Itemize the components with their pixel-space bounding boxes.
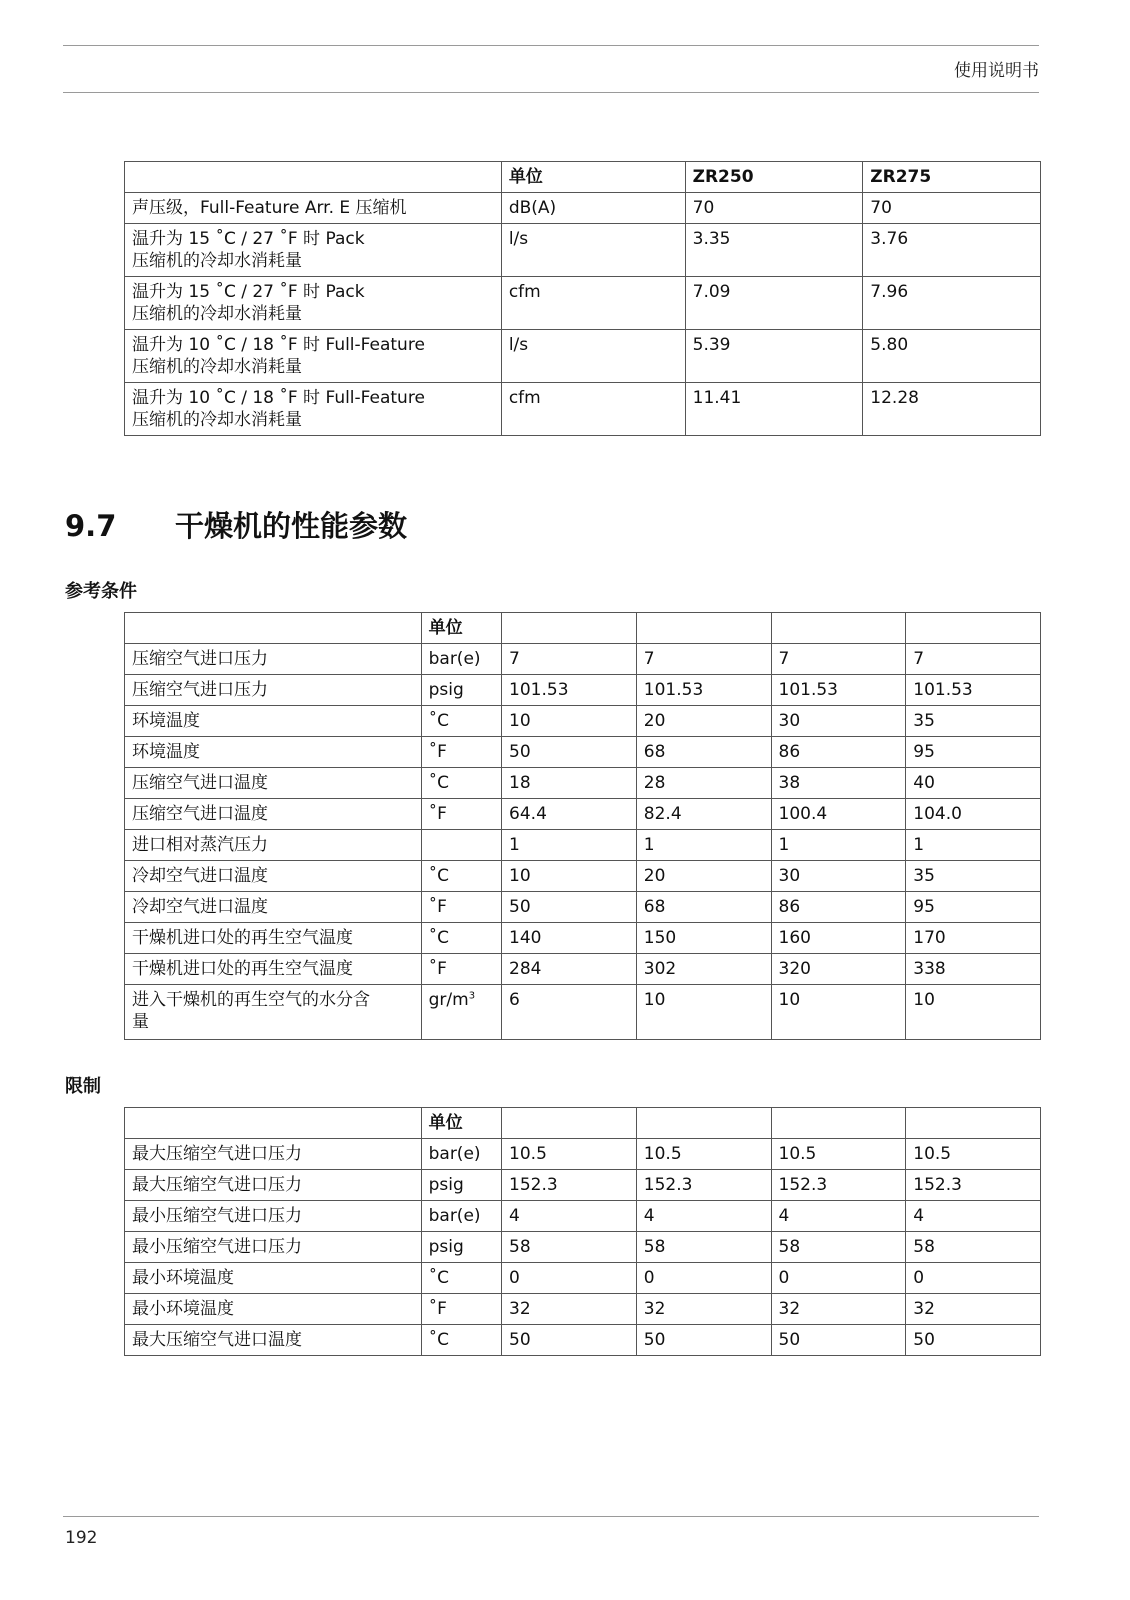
row-value: 1: [771, 830, 906, 861]
header-rule-top: [63, 45, 1039, 46]
row-value: 101.53: [502, 675, 637, 706]
row-value: 20: [636, 706, 771, 737]
row-label: 环境温度: [125, 737, 422, 768]
row-label: 最小压缩空气进口压力: [125, 1232, 422, 1263]
row-value: 7: [771, 644, 906, 675]
table-header-cell: [502, 613, 637, 644]
row-value: 32: [906, 1294, 1041, 1325]
row-value: 6: [502, 985, 637, 1040]
row-value: 101.53: [771, 675, 906, 706]
page-number: 192: [65, 1528, 98, 1548]
row-value: 10.5: [502, 1139, 637, 1170]
table-row: [125, 1170, 1041, 1201]
row-value: 104.0: [906, 799, 1041, 830]
row-value: 50: [502, 1325, 637, 1356]
table-header-cell: ZR250: [685, 162, 863, 193]
row-value: 338: [906, 954, 1041, 985]
row-label: 压缩空气进口温度: [125, 768, 422, 799]
row-value: 7: [906, 644, 1041, 675]
row-value: 58: [771, 1232, 906, 1263]
table-row: [125, 383, 1041, 436]
row-value: 18: [502, 768, 637, 799]
row-label: 进口相对蒸汽压力: [125, 830, 422, 861]
row-label-line: 温升为 15 ˚C / 27 ˚F 时 Pack: [132, 282, 365, 302]
table-header-cell: [906, 1108, 1041, 1139]
row-label: 压缩空气进口压力: [125, 644, 422, 675]
header-title: 使用说明书: [954, 61, 1039, 81]
row-label: 最小环境温度: [125, 1263, 422, 1294]
table-row: [125, 768, 1041, 799]
table-row: [125, 330, 1041, 383]
row-label: [125, 277, 502, 330]
row-value: 7.09: [685, 277, 863, 330]
row-value: 64.4: [502, 799, 637, 830]
row-unit: dB(A): [501, 193, 685, 224]
row-value: 86: [771, 892, 906, 923]
row-value: 5.80: [863, 330, 1041, 383]
table-header-cell: [636, 613, 771, 644]
row-value: 20: [636, 861, 771, 892]
row-value: 7.96: [863, 277, 1041, 330]
row-value: 10.5: [771, 1139, 906, 1170]
row-value: 30: [771, 706, 906, 737]
row-unit: ˚C: [421, 1263, 501, 1294]
row-label-line: 温升为 10 ˚C / 18 ˚F 时 Full-Feature: [132, 335, 425, 355]
row-label: 声压级，Full-Feature Arr. E 压缩机: [125, 193, 502, 224]
row-value: 4: [771, 1201, 906, 1232]
row-value: 28: [636, 768, 771, 799]
row-value: 50: [771, 1325, 906, 1356]
row-label-line: 压缩机的冷却水消耗量: [132, 251, 302, 271]
row-label-line: 压缩机的冷却水消耗量: [132, 357, 302, 377]
row-unit: bar(e): [421, 1201, 501, 1232]
table-header-cell: [125, 162, 502, 193]
row-value: 10: [771, 985, 906, 1040]
row-value: 38: [771, 768, 906, 799]
row-label-line: 量: [132, 1012, 149, 1032]
row-value: 86: [771, 737, 906, 768]
header-rule-bottom: [63, 92, 1039, 93]
row-label: [125, 985, 422, 1040]
row-value: 95: [906, 892, 1041, 923]
row-value: 40: [906, 768, 1041, 799]
table-row: [125, 861, 1041, 892]
row-value: 152.3: [636, 1170, 771, 1201]
row-value: 284: [502, 954, 637, 985]
row-value: 82.4: [636, 799, 771, 830]
unit-base: gr/m: [428, 990, 469, 1010]
row-unit: ˚C: [421, 861, 501, 892]
row-value: 152.3: [502, 1170, 637, 1201]
row-value: 58: [906, 1232, 1041, 1263]
table-header-cell: [502, 1108, 637, 1139]
row-unit: ˚F: [421, 737, 501, 768]
row-value: 0: [771, 1263, 906, 1294]
row-unit: ˚F: [421, 799, 501, 830]
row-label: 最大压缩空气进口压力: [125, 1139, 422, 1170]
row-value: 3.76: [863, 224, 1041, 277]
row-value: 302: [636, 954, 771, 985]
table-header-cell: [125, 613, 422, 644]
row-unit: bar(e): [421, 1139, 501, 1170]
table-row: [125, 224, 1041, 277]
row-value: 70: [863, 193, 1041, 224]
table-header-cell: 单位: [421, 613, 501, 644]
limits-rows: [125, 1139, 1041, 1356]
row-value: 150: [636, 923, 771, 954]
row-value: 50: [502, 737, 637, 768]
section-heading: [65, 504, 407, 545]
table-row: [125, 277, 1041, 330]
row-unit: cfm: [501, 277, 685, 330]
row-value: 0: [636, 1263, 771, 1294]
unit-exponent: 3: [468, 990, 476, 1002]
table-header-cell: 单位: [501, 162, 685, 193]
row-label: 冷却空气进口温度: [125, 892, 422, 923]
row-label-line: 压缩机的冷却水消耗量: [132, 304, 302, 324]
row-unit: ˚F: [421, 892, 501, 923]
row-value: 32: [636, 1294, 771, 1325]
row-value: 10: [502, 706, 637, 737]
section-number: 9.7: [65, 509, 117, 543]
table-header-row: [125, 613, 1041, 644]
row-value: 0: [502, 1263, 637, 1294]
limits-table: [124, 1107, 1041, 1356]
row-label: 最大压缩空气进口压力: [125, 1170, 422, 1201]
limits-heading: 限制: [65, 1076, 101, 1097]
table-header-cell: ZR275: [863, 162, 1041, 193]
row-value: 101.53: [636, 675, 771, 706]
table-row: [125, 1201, 1041, 1232]
row-value: 95: [906, 737, 1041, 768]
row-unit: l/s: [501, 224, 685, 277]
table-header-row: [125, 162, 1041, 193]
row-value: 10: [906, 985, 1041, 1040]
row-value: 50: [502, 892, 637, 923]
row-unit: ˚C: [421, 768, 501, 799]
row-value: 160: [771, 923, 906, 954]
row-value: 0: [906, 1263, 1041, 1294]
row-value: 50: [906, 1325, 1041, 1356]
reference-conditions-heading: 参考条件: [65, 581, 137, 602]
table-header-cell: [125, 1108, 422, 1139]
table-row: [125, 1263, 1041, 1294]
table-header-cell: [636, 1108, 771, 1139]
row-value: 4: [636, 1201, 771, 1232]
row-value: 152.3: [906, 1170, 1041, 1201]
table-header-row: [125, 1108, 1041, 1139]
row-value: 3.35: [685, 224, 863, 277]
row-value: 10: [636, 985, 771, 1040]
row-value: 58: [636, 1232, 771, 1263]
row-value: 10: [502, 861, 637, 892]
table-row: [125, 1232, 1041, 1263]
table-row: [125, 1294, 1041, 1325]
row-value: 152.3: [771, 1170, 906, 1201]
row-label: 最小环境温度: [125, 1294, 422, 1325]
table-row: [125, 923, 1041, 954]
row-unit: ˚F: [421, 1294, 501, 1325]
table-row: [125, 892, 1041, 923]
row-unit: cfm: [501, 383, 685, 436]
row-value: 68: [636, 892, 771, 923]
row-label: 压缩空气进口压力: [125, 675, 422, 706]
row-value: 70: [685, 193, 863, 224]
row-value: 10.5: [906, 1139, 1041, 1170]
table-row: [125, 675, 1041, 706]
table-row: [125, 985, 1041, 1040]
row-label-line: 温升为 10 ˚C / 18 ˚F 时 Full-Feature: [132, 388, 425, 408]
row-label: [125, 383, 502, 436]
row-unit: [421, 830, 501, 861]
row-unit: ˚C: [421, 1325, 501, 1356]
row-value: 5.39: [685, 330, 863, 383]
row-label: 最大压缩空气进口温度: [125, 1325, 422, 1356]
table-row: [125, 644, 1041, 675]
section-title: 干燥机的性能参数: [175, 509, 408, 543]
row-value: 32: [771, 1294, 906, 1325]
compressor-spec-table: [124, 161, 1041, 436]
table-row: [125, 1139, 1041, 1170]
table-row: [125, 193, 1041, 224]
row-value: 1: [502, 830, 637, 861]
row-value: 11.41: [685, 383, 863, 436]
row-unit: psig: [421, 1170, 501, 1201]
row-label: 环境温度: [125, 706, 422, 737]
row-value: 35: [906, 706, 1041, 737]
row-label: 最小压缩空气进口压力: [125, 1201, 422, 1232]
table-row: [125, 1325, 1041, 1356]
row-value: 100.4: [771, 799, 906, 830]
table-row: [125, 706, 1041, 737]
row-value: 12.28: [863, 383, 1041, 436]
table-row: [125, 954, 1041, 985]
row-label: 干燥机进口处的再生空气温度: [125, 923, 422, 954]
table-header-cell: [906, 613, 1041, 644]
row-label: 冷却空气进口温度: [125, 861, 422, 892]
row-value: 1: [906, 830, 1041, 861]
row-value: 50: [636, 1325, 771, 1356]
row-unit: ˚F: [421, 954, 501, 985]
row-label: [125, 330, 502, 383]
row-value: 7: [502, 644, 637, 675]
row-unit: bar(e): [421, 644, 501, 675]
row-value: 68: [636, 737, 771, 768]
table-header-cell: 单位: [421, 1108, 501, 1139]
row-unit: psig: [421, 1232, 501, 1263]
table-header-cell: [771, 613, 906, 644]
row-value: 58: [502, 1232, 637, 1263]
row-value: 30: [771, 861, 906, 892]
row-unit: [421, 985, 501, 1040]
reference-conditions-table: [124, 612, 1041, 1040]
footer-rule: [63, 1516, 1039, 1517]
row-value: 32: [502, 1294, 637, 1325]
row-label: 压缩空气进口温度: [125, 799, 422, 830]
row-value: 4: [502, 1201, 637, 1232]
row-value: 35: [906, 861, 1041, 892]
table-header-cell: [771, 1108, 906, 1139]
row-value: 320: [771, 954, 906, 985]
row-label-line: 压缩机的冷却水消耗量: [132, 410, 302, 430]
row-value: 170: [906, 923, 1041, 954]
row-value: 10.5: [636, 1139, 771, 1170]
row-value: 140: [502, 923, 637, 954]
table-row: [125, 737, 1041, 768]
row-unit: ˚C: [421, 706, 501, 737]
row-label: [125, 224, 502, 277]
row-label-line: 温升为 15 ˚C / 27 ˚F 时 Pack: [132, 229, 365, 249]
row-label-line: 进入干燥机的再生空气的水分含: [132, 990, 370, 1010]
row-label: 干燥机进口处的再生空气温度: [125, 954, 422, 985]
row-unit: l/s: [501, 330, 685, 383]
table-row: [125, 799, 1041, 830]
reference-rows: [125, 644, 1041, 985]
row-value: 101.53: [906, 675, 1041, 706]
row-value: 4: [906, 1201, 1041, 1232]
row-value: 7: [636, 644, 771, 675]
row-unit: ˚C: [421, 923, 501, 954]
row-unit: psig: [421, 675, 501, 706]
table-row: [125, 830, 1041, 861]
row-value: 1: [636, 830, 771, 861]
